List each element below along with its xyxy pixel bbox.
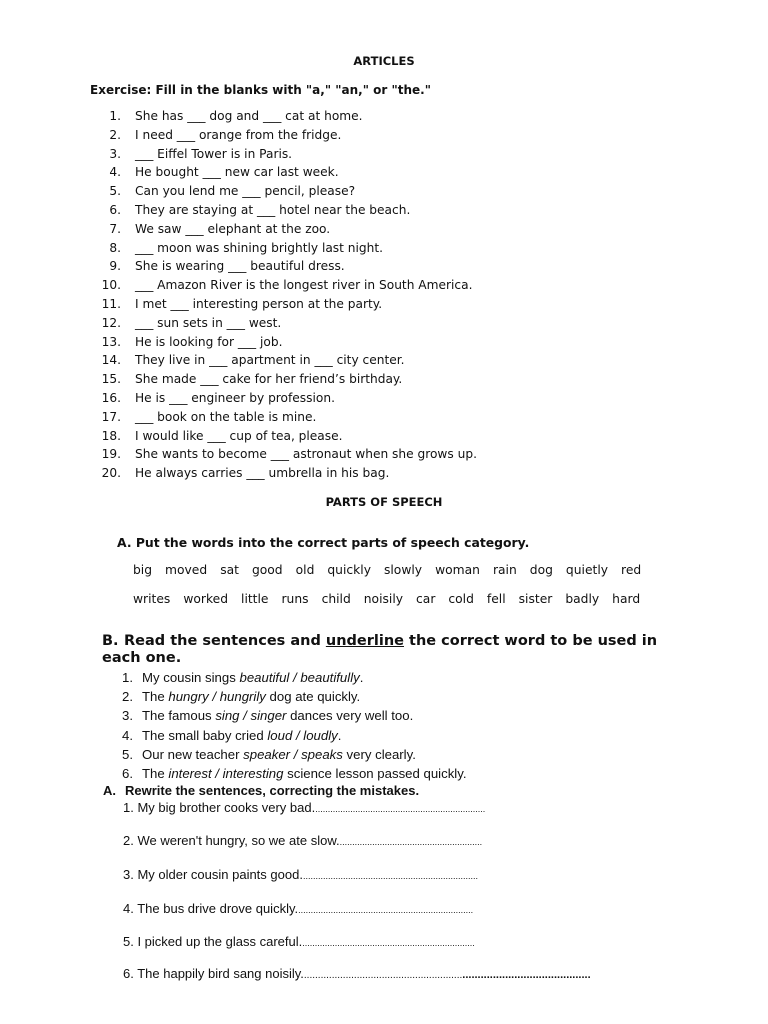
word-bank-word: noisily xyxy=(363,592,404,606)
rewrite-item xyxy=(123,833,482,848)
section-b-list xyxy=(122,668,467,783)
articles-list xyxy=(95,107,477,483)
word-bank-word: good xyxy=(251,563,283,577)
article-item-number: 17. xyxy=(101,409,121,424)
underline-item-number: 1. xyxy=(122,670,133,685)
underline-item-number: 3. xyxy=(122,708,133,724)
word-bank-word: woman xyxy=(435,563,480,577)
word-bank-word: sat xyxy=(220,563,239,577)
rewrite-item-text: 1. My big brother cooks very bad. xyxy=(123,800,316,815)
rewrite-item xyxy=(123,934,475,949)
word-bank-word: old xyxy=(295,563,315,577)
article-item-text: ___ book on the table is mine. xyxy=(135,409,317,424)
underline-item-post: dances very well too. xyxy=(286,708,414,724)
underline-item-choice[interactable]: hungry / hungrily xyxy=(168,689,266,705)
section-c-heading-text: Rewrite the sentences, correcting the mistakes. xyxy=(125,783,420,798)
articles-title: ARTICLES xyxy=(353,54,415,68)
rewrite-item-text: 5. I picked up the glass careful. xyxy=(123,934,303,949)
article-item xyxy=(95,351,477,370)
word-bank-word: child xyxy=(321,592,351,606)
article-item xyxy=(95,220,477,239)
article-item-number: 7. xyxy=(109,221,121,236)
article-item-number: 3. xyxy=(109,146,121,161)
underline-item-post: dog ate quickly. xyxy=(265,689,361,705)
rewrite-item xyxy=(123,901,473,916)
article-item-number: 11. xyxy=(101,296,121,311)
article-item xyxy=(95,126,477,145)
article-item-text: ___ moon was shining brightly last night. xyxy=(135,240,384,255)
article-item xyxy=(95,107,477,126)
article-item xyxy=(95,314,477,333)
rewrite-item xyxy=(123,800,485,815)
articles-instruction: Exercise: Fill in the blanks with "a," "an," or "the." xyxy=(90,83,431,97)
word-bank-word: badly xyxy=(565,592,600,606)
article-item-text: He always carries ___ umbrella in his bag. xyxy=(135,466,390,481)
rewrite-answer-line[interactable]: ...................................................................... xyxy=(302,871,478,881)
article-item-number: 6. xyxy=(109,202,121,217)
article-item-text: ___ Amazon River is the longest river in South America. xyxy=(135,278,473,293)
article-item-number: 13. xyxy=(101,334,121,349)
article-item-text: He bought ___ new car last week. xyxy=(135,165,339,180)
underline-item-post: . xyxy=(337,727,342,743)
article-item-text: He is ___ engineer by profession. xyxy=(135,390,335,405)
article-item xyxy=(95,445,477,464)
underline-item-choice[interactable]: loud / loudly xyxy=(267,727,338,743)
rewrite-item-text: 6. The happily bird sang noisily. xyxy=(123,966,304,981)
underline-item-pre: My cousin sings xyxy=(142,670,240,685)
underline-item-choice[interactable]: beautiful / beautifully xyxy=(239,670,360,685)
underline-item-pre: The small baby cried xyxy=(142,727,268,743)
article-item-number: 10. xyxy=(101,278,121,293)
section-a-heading: A. Put the words into the correct parts of speech category. xyxy=(117,535,530,550)
article-item-text: They are staying at ___ hotel near the beach. xyxy=(135,202,411,217)
underline-item xyxy=(122,745,467,764)
rewrite-answer-line[interactable]: ...................................................................... xyxy=(298,905,474,915)
underline-item xyxy=(122,687,467,706)
underline-item-choice[interactable]: sing / singer xyxy=(215,708,287,724)
underline-item-pre: The famous xyxy=(142,708,216,724)
article-item xyxy=(95,389,477,408)
rewrite-answer-line-bold: .......................................... xyxy=(462,969,591,981)
rewrite-answer-line[interactable]: ..................................................................... xyxy=(302,938,475,948)
section-b-letter: B. xyxy=(102,633,119,649)
article-item xyxy=(95,239,477,258)
article-item xyxy=(95,333,477,352)
underline-item-number: 6. xyxy=(122,765,133,781)
word-bank-word: sister xyxy=(518,592,553,606)
word-bank-word: red xyxy=(621,563,642,577)
article-item-text: ___ sun sets in ___ west. xyxy=(135,315,282,330)
underline-item-number: 5. xyxy=(122,746,133,762)
section-c-letter: A. xyxy=(103,783,116,798)
article-item-text: She wants to become ___ astronaut when she grows up. xyxy=(135,447,477,462)
word-bank-word: runs xyxy=(281,592,309,606)
section-b-heading-pre: Read the sentences and xyxy=(124,633,326,649)
word-bank-word: cold xyxy=(448,592,474,606)
word-bank-word: moved xyxy=(165,563,208,577)
article-item xyxy=(95,182,477,201)
underline-item-pre: The xyxy=(142,765,169,781)
article-item-text: ___ Eiffel Tower is in Paris. xyxy=(135,146,293,161)
article-item-text: He is looking for ___ job. xyxy=(135,334,283,349)
article-item-number: 19. xyxy=(101,447,121,462)
article-item xyxy=(95,276,477,295)
article-item-number: 16. xyxy=(101,390,121,405)
article-item xyxy=(95,145,477,164)
parts-of-speech-title: PARTS OF SPEECH xyxy=(325,495,443,509)
underline-item-number: 2. xyxy=(122,689,133,705)
article-item xyxy=(95,427,477,446)
section-b-heading xyxy=(102,633,692,667)
article-item-text: They live in ___ apartment in ___ city center. xyxy=(135,353,405,368)
word-bank-word: writes xyxy=(133,592,171,606)
word-bank-word: quickly xyxy=(327,563,371,577)
rewrite-answer-line[interactable]: ......................................................... xyxy=(303,970,463,981)
rewrite-item-text: 3. My older cousin paints good. xyxy=(123,867,303,882)
rewrite-item-text: 2. We weren't hungry, so we ate slow. xyxy=(123,833,340,848)
underline-item xyxy=(122,726,467,745)
article-item xyxy=(95,201,477,220)
article-item-text: I met ___ interesting person at the party. xyxy=(135,296,383,311)
article-item-text: We saw ___ elephant at the zoo. xyxy=(135,221,331,236)
word-bank-row-2 xyxy=(133,592,653,606)
underline-item xyxy=(122,668,467,687)
article-item xyxy=(95,163,477,182)
rewrite-answer-line[interactable]: .................................................................... xyxy=(315,804,486,814)
word-bank-word: worked xyxy=(183,592,229,606)
article-item-number: 9. xyxy=(109,259,121,274)
article-item-text: She is wearing ___ beautiful dress. xyxy=(135,259,345,274)
underline-item-post: science lesson passed quickly. xyxy=(283,765,467,781)
article-item-number: 12. xyxy=(101,315,121,330)
article-item-number: 20. xyxy=(101,466,121,481)
article-item-number: 2. xyxy=(109,127,121,142)
article-item xyxy=(95,295,477,314)
word-bank-word: rain xyxy=(492,563,517,577)
article-item-number: 15. xyxy=(101,372,121,387)
word-bank-word: dog xyxy=(529,563,553,577)
article-item-text: She has ___ dog and ___ cat at home. xyxy=(135,109,363,123)
article-item-text: Can you lend me ___ pencil, please? xyxy=(135,184,356,199)
word-bank-word: car xyxy=(416,592,436,606)
article-item-text: She made ___ cake for her friend’s birthday. xyxy=(135,372,403,387)
underline-item-choice[interactable]: speaker / speaks xyxy=(243,746,343,762)
word-bank-word: hard xyxy=(612,592,641,606)
article-item xyxy=(95,257,477,276)
section-b-heading-post: the correct word to be used in each one. xyxy=(102,633,658,666)
rewrite-answer-line[interactable]: ......................................................... xyxy=(339,837,483,847)
underline-item-post: very clearly. xyxy=(342,746,416,762)
rewrite-item xyxy=(123,966,591,981)
underline-item xyxy=(122,706,467,725)
underline-item-post: . xyxy=(359,670,364,685)
word-bank-word: fell xyxy=(486,592,506,606)
underline-item-choice[interactable]: interest / interesting xyxy=(168,765,284,781)
underline-item-pre: Our new teacher xyxy=(142,746,244,762)
article-item-number: 5. xyxy=(109,184,121,199)
article-item-number: 1. xyxy=(109,109,121,123)
section-b-heading-underlined: underline xyxy=(325,633,404,649)
section-c-heading xyxy=(103,783,419,798)
underline-item-pre: The xyxy=(142,689,169,705)
rewrite-item xyxy=(123,867,478,882)
article-item-text: I need ___ orange from the fridge. xyxy=(135,127,342,142)
article-item xyxy=(95,464,477,483)
word-bank-word: slowly xyxy=(383,563,423,577)
article-item xyxy=(95,370,477,389)
article-item-text: I would like ___ cup of tea, please. xyxy=(135,428,343,443)
article-item-number: 14. xyxy=(101,353,121,368)
underline-item xyxy=(122,764,467,783)
article-item-number: 8. xyxy=(109,240,121,255)
word-bank-row-1 xyxy=(133,563,654,577)
underline-item-number: 4. xyxy=(122,727,133,743)
rewrite-item-text: 4. The bus drive drove quickly. xyxy=(123,901,299,916)
article-item-number: 18. xyxy=(101,428,121,443)
article-item-number: 4. xyxy=(109,165,121,180)
word-bank-word: little xyxy=(241,592,269,606)
word-bank-word: big xyxy=(133,563,153,577)
article-item xyxy=(95,408,477,427)
word-bank-word: quietly xyxy=(565,563,609,577)
